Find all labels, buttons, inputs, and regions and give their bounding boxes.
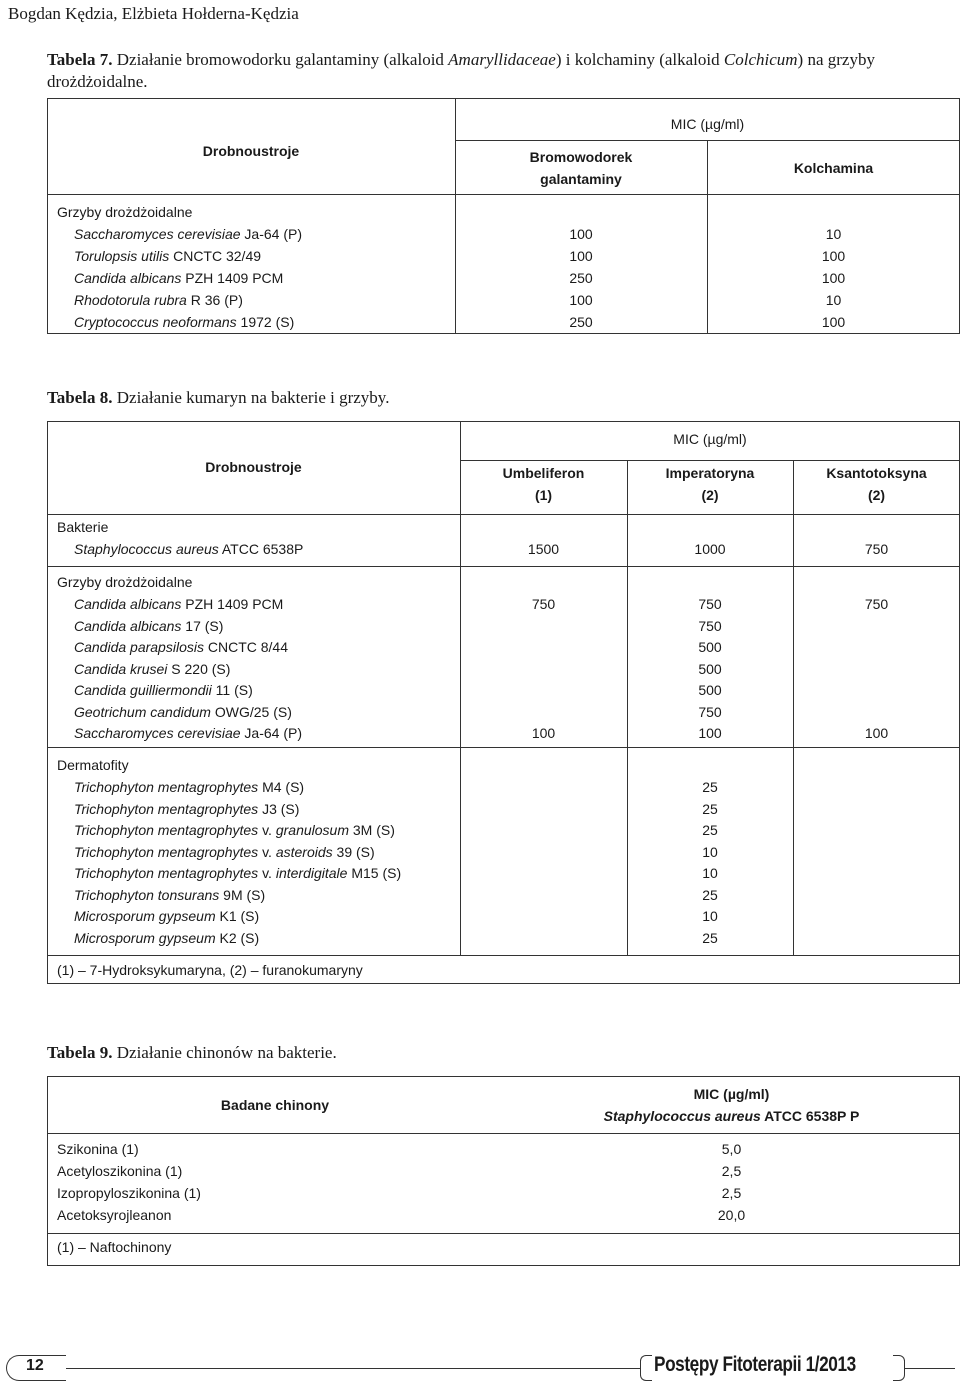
table8-value-col2: 500 <box>698 660 722 677</box>
organism-name: Geotrichum candidum OWG/25 (S) <box>74 703 292 720</box>
table7-header-organisms: Drobnoustroje <box>202 143 300 159</box>
table8-group-yeasts: Grzyby drożdżoidalne <box>57 574 193 590</box>
table7-header-col2: Kolchamina <box>793 160 874 176</box>
table7-caption-label: Tabela 7. <box>47 50 113 69</box>
table8-value-col2: 10 <box>702 908 718 924</box>
table8-header-organisms: Drobnoustroje <box>205 459 302 475</box>
organism-name: Staphylococcus aureus ATCC 6538P <box>74 541 304 557</box>
table9-value: 2,5 <box>721 1163 742 1179</box>
table8-value-col2: 10 <box>702 865 718 881</box>
organism-name: Saccharomyces cerevisiae Ja-64 (P) <box>74 226 302 242</box>
table7-value-col1: 100 <box>569 292 593 308</box>
table8-footnote: (1) – 7-Hydroksykumaryna, (2) – furanokumaryny <box>57 962 363 978</box>
organism-name: Trichophyton mentagrophytes v. interdigitale M15 (S) <box>74 865 402 881</box>
table9-value: 5,0 <box>721 1141 742 1157</box>
table8-value-col2: 500 <box>698 639 722 655</box>
table9-footnote: (1) – Naftochinony <box>57 1239 172 1255</box>
table9-caption: Tabela 9. Działanie chinonów na bakterie. <box>47 1043 337 1062</box>
table8-value-col2: 500 <box>698 682 722 698</box>
organism-name: Trichophyton tonsurans 9M (S) <box>74 886 266 903</box>
quinone-name: Izopropyloszikonina (1) <box>57 1185 201 1201</box>
table7-group: Grzyby drożdżoidalne <box>57 204 193 220</box>
table7-value-col2: 100 <box>821 270 846 286</box>
organism-name: Candida albicans PZH 1409 PCM <box>74 270 284 286</box>
table7-value-col1: 100 <box>569 248 593 264</box>
organism-name: Trichophyton mentagrophytes v. granulosum 3M (S) <box>74 822 395 838</box>
table8-value-col2: 25 <box>702 822 718 838</box>
table8-value-col1: 750 <box>531 596 556 612</box>
quinone-name: Acetoksyrojleanon <box>57 1207 172 1223</box>
table7-caption: Tabela 7. Działanie bromowodorku galantaminy (alkaloid Amaryllidaceae) i kolchaminy (alkaloid Colchicum) na grzyby <box>47 50 875 69</box>
table8-value-col2: 25 <box>702 800 718 817</box>
organism-name: Trichophyton mentagrophytes J3 (S) <box>74 800 300 817</box>
table7-value-col1: 100 <box>569 226 593 242</box>
table8-col2: Imperatoryna <box>665 465 755 481</box>
organism-name: Microsporum gypseum K1 (S) <box>74 908 260 924</box>
table8-value-col3: 750 <box>864 541 889 557</box>
table7-value-col2: 100 <box>821 314 846 330</box>
table8-value-col2: 1000 <box>694 541 726 557</box>
organism-name: Trichophyton mentagrophytes M4 (S) <box>74 779 305 795</box>
organism-name: Microsporum gypseum K2 (S) <box>74 929 260 946</box>
table8-col1-note: (1) <box>534 487 553 503</box>
table8-value-col2: 25 <box>702 929 718 946</box>
running-head: Bogdan Kędzia, Elżbieta Hołderna-Kędzia <box>8 4 299 23</box>
table8-value-col2: 25 <box>702 779 718 795</box>
table7-value-col1: 250 <box>569 314 593 330</box>
table8-col1: Umbeliferon <box>502 465 585 481</box>
organism-name: Candida parapsilosis CNCTC 8/44 <box>74 639 288 655</box>
table8-col3-note: (2) <box>867 487 886 503</box>
table7-header-col1: Bromowodorek <box>529 149 633 165</box>
table8-col2-note: (2) <box>701 487 719 503</box>
table8-value-col1: 1500 <box>527 541 560 557</box>
table7-header-mic: MIC (µg/ml) <box>670 116 745 132</box>
table7-value-col1: 250 <box>569 270 593 286</box>
organism-name: Candida albicans PZH 1409 PCM <box>74 596 284 612</box>
table8-value-col2: 100 <box>698 725 722 741</box>
table7-caption-line2: drożdżoidalne. <box>47 72 148 91</box>
table8-group-bacteria: Bakterie <box>57 519 109 535</box>
table9-value: 20,0 <box>717 1207 746 1223</box>
table8-value-col3: 100 <box>864 725 889 741</box>
table8-value-col2: 750 <box>698 596 722 612</box>
organism-name: Torulopsis utilis CNCTC 32/49 <box>74 248 262 264</box>
organism-name: Candida krusei S 220 (S) <box>74 660 231 677</box>
table8-caption: Tabela 8. Działanie kumaryn na bakterie i grzyby. <box>47 388 390 407</box>
journal-title: Postępy Fitoterapii 1/2013 <box>654 1353 856 1376</box>
organism-name: Cryptococcus neoformans 1972 (S) <box>74 314 295 330</box>
table8-value-col3: 750 <box>864 596 889 612</box>
organism-name: Candida albicans 17 (S) <box>74 617 224 634</box>
table8-value-col2: 750 <box>698 703 722 720</box>
table8-col3: Ksantotoksyna <box>826 465 927 481</box>
table7-header-col1-line2: galantaminy <box>540 171 622 187</box>
table9-caption-label: Tabela 9. <box>47 1043 113 1062</box>
organism-name: Rhodotorula rubra R 36 (P) <box>74 292 243 308</box>
organism-name: Trichophyton mentagrophytes v. asteroids 39 (S) <box>74 843 375 860</box>
table7-value-col2: 100 <box>821 248 846 264</box>
table8-value-col1: 100 <box>531 725 556 741</box>
table9-value: 2,5 <box>721 1185 742 1201</box>
table8-value-col2: 25 <box>702 886 718 903</box>
table8-header-mic: MIC (µg/ml) <box>673 431 747 447</box>
quinone-name: Szikonina (1) <box>57 1141 139 1157</box>
table8-value-col2: 10 <box>702 843 718 860</box>
table8-caption-label: Tabela 8. <box>47 388 113 407</box>
page-number: 12 <box>26 1357 44 1374</box>
table7-value-col2: 10 <box>825 292 842 308</box>
organism-name: Candida guilliermondii 11 (S) <box>74 682 253 698</box>
table8-group-derm: Dermatofity <box>57 757 129 773</box>
quinone-name: Acetyloszikonina (1) <box>57 1163 183 1179</box>
table9-header-left: Badane chinony <box>220 1097 330 1113</box>
table9-header-org: Staphylococcus aureus ATCC 6538P P <box>603 1108 860 1124</box>
organism-name: Saccharomyces cerevisiae Ja-64 (P) <box>74 725 302 741</box>
table9-header-mic: MIC (µg/ml) <box>693 1086 770 1102</box>
table8-value-col2: 750 <box>698 617 722 634</box>
table7-value-col2: 10 <box>825 226 842 242</box>
